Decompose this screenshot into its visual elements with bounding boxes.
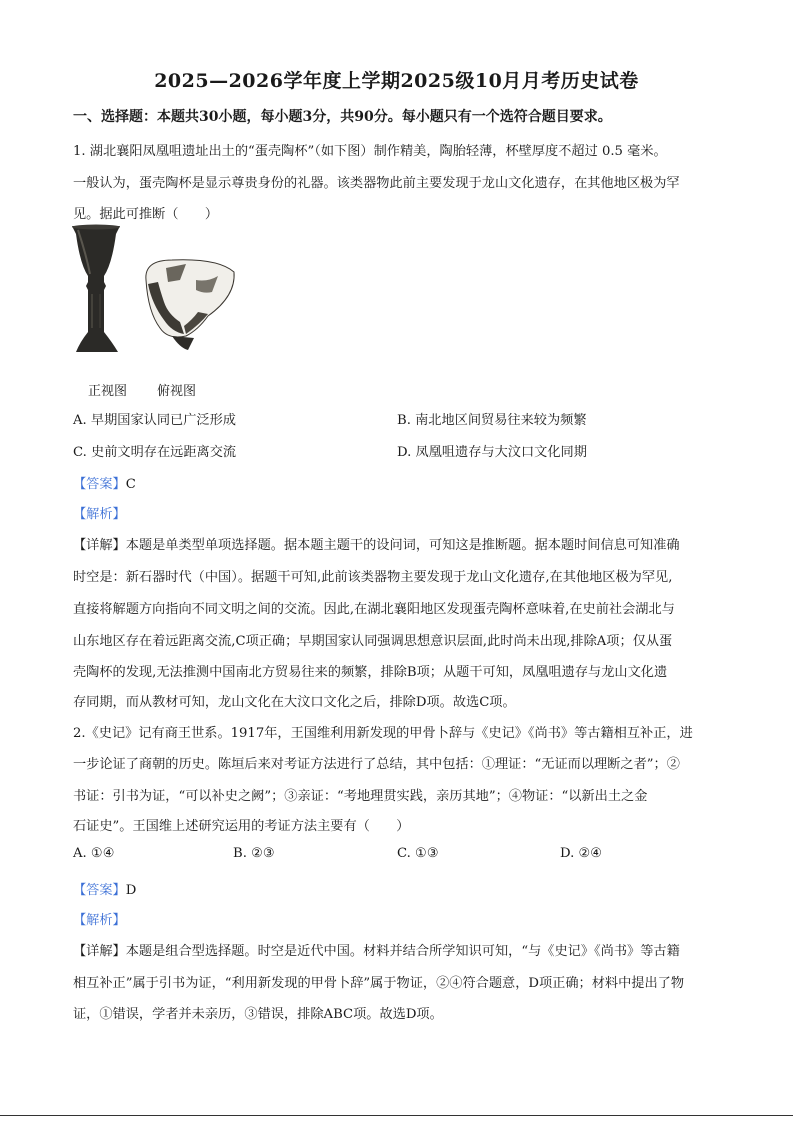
q1-option-a: A. 早期国家认同已广泛形成 [73,413,236,428]
q2-detail-text1: 本题是组合型选择题。时空是近代中国。材料并结合所学知识可知，“与《史记》《尚书》等古籍 [125,944,680,959]
caption-top-view: 俯视图 [157,384,197,399]
q2-detail-line3: 证，①错误，学者并未亲历，③错误，排除ABC项。故选D项。 [73,1007,443,1022]
q2-option-c: C. ①③ [397,846,439,861]
eggshell-cup-image [68,224,238,360]
q1-option-d: D. 凤凰咀遗存与大汶口文化同期 [397,445,587,460]
q2-answer-tag: 【答案】 [73,883,126,898]
q1-stem-line3: 见。据此可推断（ ） [73,207,219,222]
q1-detail-line4: 山东地区存在着远距离交流,C项正确；早期国家认同强调思想意识层面,此时尚未出现,排除A项；仅从蛋 [73,634,673,649]
q1-answer-tag: 【答案】 [73,477,126,492]
q2-detail-tag: 【详解】 [73,944,126,959]
q2-stem-line2: 一步论证了商朝的历史。陈垣后来对考证方法进行了总结，其中包括：①理证：“无证而以理断之者”；② [73,757,680,772]
q2-stem-line4: 石证史”。王国维上述研究运用的考证方法主要有（ ） [73,819,410,834]
section-heading: 一、选择题：本题共30小题，每小题3分，共90分。每小题只有一个选符合题目要求。 [73,109,612,125]
q1-detail-line2: 时空是：新石器时代（中国）。据题干可知,此前该类器物主要发现于龙山文化遗存,在其他地区极为罕见, [73,570,673,585]
page-title: 2025—2026学年度上学期2025级10月月考历史试卷 [154,70,639,92]
q2-stem-line3: 书证：引书为证，“可以补史之阙”；③亲证：“考地理贯实践，亲历其地”；④物证：“以新出土之金 [73,789,648,804]
front-view-cup [72,225,120,353]
q1-analysis-tag: 【解析】 [73,507,126,522]
top-view-cup [146,260,234,350]
q2-detail-line1 [73,940,680,959]
q1-detail-line6: 存同期，而从教材可知，龙山文化在大汶口文化之后，排除D项。故选C项。 [73,695,516,710]
q2-option-b: B. ②③ [233,846,275,861]
q1-stem-line2: 一般认为，蛋壳陶杯是显示尊贵身份的礼器。该类器物此前主要发现于龙山文化遗存，在其他地区极为罕 [73,176,680,191]
q1-detail-line5: 壳陶杯的发现,无法推测中国南北方贸易往来的频繁，排除B项；从题干可知，凤凰咀遗存与龙山文化遗 [73,665,668,680]
q1-option-b: B. 南北地区间贸易往来较为频繁 [397,413,587,428]
caption-front-view: 正视图 [88,384,128,399]
q2-option-d: D. ②④ [560,846,603,861]
q1-stem-line1: 1. 湖北襄阳凤凰咀遗址出土的“蛋壳陶杯”（如下图）制作精美，陶胎轻薄，杯壁厚度不超过 0.5 毫米。 [73,144,667,159]
q2-option-a: A. ①④ [73,846,115,861]
q1-answer-value: C [125,477,136,492]
q1-option-c: C. 史前文明存在远距离交流 [73,445,237,460]
q1-analysis [73,503,126,522]
q1-detail-text1: 本题是单类型单项选择题。据本题主题干的设问词，可知这是推断题。据本题时间信息可知准确 [125,538,680,553]
q1-answer [73,473,136,492]
q2-analysis-tag: 【解析】 [73,913,126,928]
page-bottom-rule [0,1115,793,1116]
pottery-figure [68,224,238,360]
q2-answer [73,879,136,898]
q1-detail-line1 [73,534,680,553]
q2-analysis [73,909,126,928]
q2-stem-line1: 2.《史记》记有商王世系。1917年，王国维利用新发现的甲骨卜辞与《史记》《尚书》等古籍相互补正，进 [73,726,693,741]
q2-detail-line2: 相互补正”属于引书为证，“利用新发现的甲骨卜辞”属于物证，②④符合题意，D项正确；材料中提出了物 [73,976,685,991]
q1-detail-tag: 【详解】 [73,538,126,553]
q2-answer-value: D [125,883,137,898]
q1-detail-line3: 直接将解题方向指向不同文明之间的交流。因此,在湖北襄阳地区发现蛋壳陶杯意味着,在史前社会湖北与 [73,602,675,617]
